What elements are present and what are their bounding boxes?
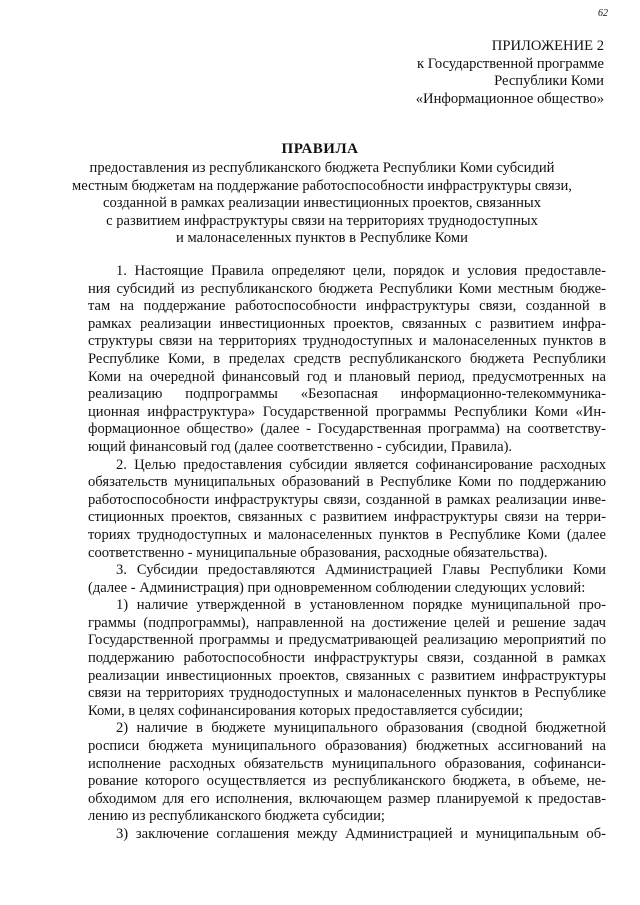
body-line: там на поддержание работоспособности инфраструктуры связи, созданной в [88,298,606,315]
body-line: ния субсидий из республиканского бюджета Республики Коми местным бюдже- [88,280,606,297]
body-line: росписи бюджета муниципального образования) бюджетных ассигнований на [88,738,606,755]
document-body [88,263,606,844]
appendix-header [416,38,604,108]
body-line: структуры связи на территориях труднодоступных и малонаселенных пунктов в [88,333,606,350]
body-line: работоспособности инфраструктуры связи, созданной в рамках реализации инве- [88,491,606,508]
body-line: Государственной программы и предусматривающей реализацию мероприятий по [88,632,606,649]
subtitle-line: созданной в рамках реализации инвестиционных проектов, связанных [102,195,542,211]
appendix-line: Республики Коми [494,73,604,89]
body-line: Коми на очередной финансовый год и плановый период, предусмотренных на [88,368,606,385]
body-line: граммы (подпрограммы), направленной на достижение целей и решение задач [88,614,606,631]
body-line: стиционных проектов, связанных с развитием инфраструктуры связи на терри- [88,509,606,526]
document-title: ПРАВИЛА [281,141,359,157]
page-number: 62 [598,8,608,19]
body-line: 3. Субсидии предоставляются Администрацией Главы Республики Коми [116,562,606,579]
body-line: ющий финансовый год (далее соответственно - субсидии, Правила). [88,438,513,455]
body-line: связи на территориях труднодоступных и малонаселенных пунктов в Республике [88,685,606,702]
subtitle-line: с развитием инфраструктуры связи на территориях труднодоступных [106,212,538,229]
appendix-line: ПРИЛОЖЕНИЕ 2 [491,38,604,54]
body-line: обязательств муниципальных образований в Республике Коми по поддержанию [88,474,606,491]
body-line: обходимом для его исполнения, включающем размер планируемой к предостав- [88,790,606,807]
body-line: реализации инвестиционных проектов, связанных с развитием инфраструктуры [88,667,606,684]
appendix-line: к Государственной программе [416,55,604,72]
body-line: 2) наличие в бюджете муниципального образования (сводной бюджетной [116,720,606,737]
body-line: ционная инфраструктура» Государственной программы Республики Коми «Ин- [88,403,606,420]
body-line: 2. Целью предоставления субсидии является софинансирование расходных [116,456,606,473]
body-line: рование которого осуществляется из республиканского бюджета, в объеме, не- [88,773,606,790]
body-line: рамках реализации инвестиционных проектов, связанных с развитием инфра- [88,315,606,332]
body-line: (далее - Администрация) при одновременном соблюдении следующих условий: [88,579,586,596]
body-line: 3) заключение соглашения между Администрацией и муниципальным об- [116,826,606,842]
body-line: реализацию подпрограммы «Безопасная информационно-телекоммуника- [88,386,606,403]
body-line: ториях труднодоступных и малонаселенных пунктов в Республике Коми (далее [88,526,606,543]
body-line: исполнение расходных обязательств муниципального образования, софинанси- [88,755,606,772]
subtitle-line: и малонаселенных пунктов в Республике Коми [176,230,468,246]
body-line: Коми, в целях софинансирования которых предоставляется субсидии; [88,702,524,719]
subtitle-line: предоставления из республиканского бюджета Республики Коми субсидий [89,160,555,176]
body-line: формационное общество» (далее - Государственная программа) на соответству- [88,421,606,438]
body-line: лению из республиканского бюджета субсидии; [88,808,385,825]
body-line: 1) наличие утвержденной в установленном порядке муниципальной про- [116,597,606,614]
body-line: 1. Настоящие Правила определяют цели, порядок и условия предоставле- [116,263,606,279]
document-subtitle [60,160,584,248]
body-line: Республике Коми, в пределах средств республиканского бюджета Республики [88,350,606,367]
subtitle-line: местным бюджетам на поддержание работоспособности инфраструктуры связи, [72,177,572,194]
appendix-line: «Информационное общество» [415,90,604,107]
body-line: соответственно - муниципальные образования, расходные обязательства). [88,544,548,561]
body-line: поддержанию работоспособности инфраструктуры связи, созданной в рамках [88,650,606,667]
